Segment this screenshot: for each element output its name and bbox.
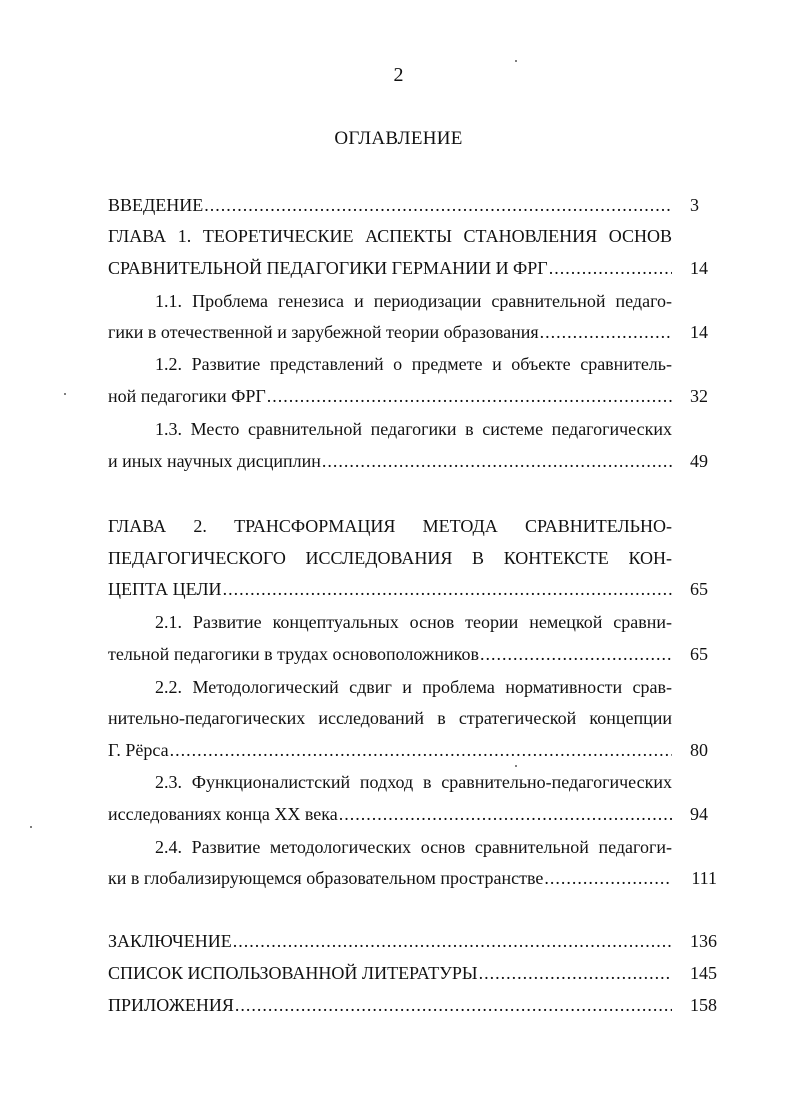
toc-title: ОГЛАВЛЕНИЕ xyxy=(334,128,463,149)
leader-dots xyxy=(170,739,672,761)
leader-dots xyxy=(339,803,672,825)
section-1-1-line1[interactable]: 1.1. Проблема генезиса и периодизации сравнительной педаго- xyxy=(155,291,672,311)
chapter2-line1[interactable]: ГЛАВА 2. ТРАНСФОРМАЦИЯ МЕТОДА СРАВНИТЕЛЬНО- xyxy=(108,516,672,536)
toc-entry-section-2-2[interactable] xyxy=(108,739,672,761)
leader-dots xyxy=(223,578,672,600)
section-2-2-line2[interactable]: нительно-педагогических исследований в стратегической концепции xyxy=(108,708,672,728)
conclusion-title: ЗАКЛЮЧЕНИЕ xyxy=(108,931,232,951)
toc-entry-section-1-1[interactable] xyxy=(108,321,672,343)
chapter1-line1[interactable]: ГЛАВА 1. ТЕОРЕТИЧЕСКИЕ АСПЕКТЫ СТАНОВЛЕНИЯ ОСНОВ xyxy=(108,226,672,246)
section-1-2-line2: ной педагогики ФРГ xyxy=(108,386,266,406)
toc-entry-section-1-2[interactable] xyxy=(108,385,672,407)
scan-speck xyxy=(515,765,517,767)
leader-dots xyxy=(233,930,672,952)
scan-speck xyxy=(64,393,66,395)
section-2-3-line1[interactable]: 2.3. Функционалистский подход в сравнительно-педагогических xyxy=(155,772,672,792)
toc-entry-appendix[interactable] xyxy=(108,994,672,1016)
chapter1-page: 14 xyxy=(690,258,708,278)
toc-entry-intro[interactable] xyxy=(108,194,672,216)
section-1-2-page: 32 xyxy=(690,386,708,406)
toc-entry-section-2-1[interactable] xyxy=(108,643,672,665)
section-2-2-line1[interactable]: 2.2. Методологический сдвиг и проблема нормативности срав- xyxy=(155,677,672,697)
bibliography-page: 145 xyxy=(690,963,717,983)
leader-dots xyxy=(235,994,672,1016)
section-2-3-line2: исследованиях конца XX века xyxy=(108,804,338,824)
leader-dots xyxy=(479,962,672,984)
leader-dots xyxy=(480,643,672,665)
toc-entry-conclusion[interactable] xyxy=(108,930,672,952)
leader-dots xyxy=(549,257,672,279)
intro-title: ВВЕДЕНИЕ xyxy=(108,195,204,215)
conclusion-page: 136 xyxy=(690,931,717,951)
section-1-2-line1[interactable]: 1.2. Развитие представлений о предмете и объекте сравнитель- xyxy=(155,354,672,374)
chapter2-page: 65 xyxy=(690,579,708,599)
chapter2-line2[interactable]: ПЕДАГОГИЧЕСКОГО ИССЛЕДОВАНИЯ В КОНТЕКСТЕ КОН- xyxy=(108,548,672,568)
leader-dots xyxy=(544,867,672,889)
section-2-3-page: 94 xyxy=(690,804,708,824)
leader-dots xyxy=(267,385,672,407)
section-2-2-line3: Г. Рёрса xyxy=(108,740,169,760)
toc-entry-chapter1[interactable] xyxy=(108,257,672,279)
toc-entry-section-2-3[interactable] xyxy=(108,803,672,825)
section-1-3-page: 49 xyxy=(690,451,708,471)
bibliography-title: СПИСОК ИСПОЛЬЗОВАННОЙ ЛИТЕРАТУРЫ xyxy=(108,963,478,983)
section-1-3-line2: и иных научных дисциплин xyxy=(108,451,321,471)
appendix-page: 158 xyxy=(690,995,717,1015)
page-number: 2 xyxy=(393,64,404,86)
toc-entry-chapter2[interactable] xyxy=(108,578,672,600)
chapter2-line3: ЦЕПТА ЦЕЛИ xyxy=(108,579,222,599)
appendix-title: ПРИЛОЖЕНИЯ xyxy=(108,995,234,1015)
section-2-2-page: 80 xyxy=(690,740,708,760)
leader-dots xyxy=(204,194,672,216)
toc-entry-section-2-4[interactable] xyxy=(108,867,672,889)
chapter1-line2: СРАВНИТЕЛЬНОЙ ПЕДАГОГИКИ ГЕРМАНИИ И ФРГ xyxy=(108,258,548,278)
section-2-4-line1[interactable]: 2.4. Развитие методологических основ сравнительной педагоги- xyxy=(155,837,672,857)
scan-speck xyxy=(515,60,517,62)
leader-dots xyxy=(540,321,672,343)
toc-entry-section-1-3[interactable] xyxy=(108,450,672,472)
section-2-1-page: 65 xyxy=(690,644,708,664)
section-2-4-line2: ки в глобализирующемся образовательном пространстве xyxy=(108,868,544,888)
section-1-1-line2: гики в отечественной и зарубежной теории образования xyxy=(108,322,539,342)
section-2-4-page: 111 xyxy=(691,868,717,888)
scan-speck xyxy=(30,826,32,828)
section-1-3-line1[interactable]: 1.3. Место сравнительной педагогики в системе педагогических xyxy=(155,419,672,439)
section-1-1-page: 14 xyxy=(690,322,708,342)
intro-page: 3 xyxy=(690,195,699,215)
section-2-1-line1[interactable]: 2.1. Развитие концептуальных основ теории немецкой сравни- xyxy=(155,612,672,632)
toc-entry-bibliography[interactable] xyxy=(108,962,672,984)
leader-dots xyxy=(322,450,672,472)
section-2-1-line2: тельной педагогики в трудах основоположников xyxy=(108,644,479,664)
